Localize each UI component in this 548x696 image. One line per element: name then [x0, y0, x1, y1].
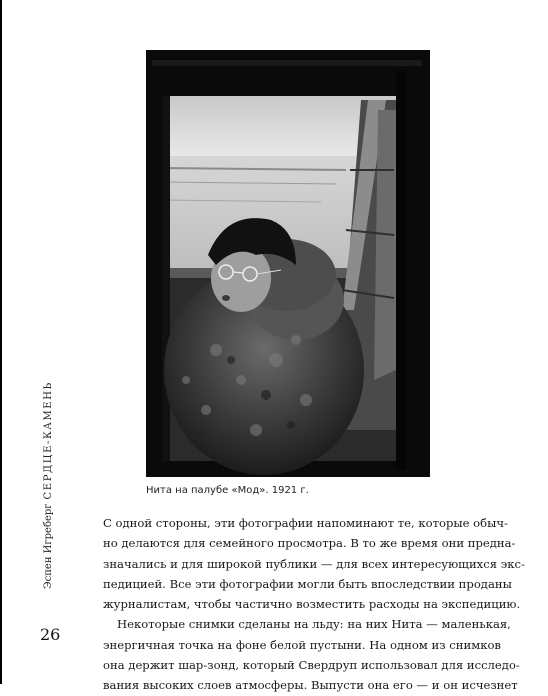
running-head — [43, 381, 54, 589]
text-line: энергичная точка на фоне белой пустыни. На одном из снимков — [103, 637, 501, 652]
body-text — [103, 513, 525, 696]
text-line: вания высоких слоев атмосферы. Выпусти она его — и он исчезнет — [103, 678, 518, 693]
page-edge — [0, 0, 2, 684]
page-number: 26 — [40, 625, 61, 644]
text-line: С одной стороны, эти фотографии напоминают те, которые обыч- — [103, 516, 508, 530]
running-head-title: СЕРДЦЕ-КАМЕНЬ — [43, 381, 54, 500]
figure-caption: Нита на палубе «Мод». 1921 г. — [146, 485, 309, 496]
text-line: значались и для широкой публики — для всех интересующихся экс- — [103, 556, 525, 571]
photo-nita-on-deck — [146, 50, 430, 477]
text-line: педицией. Все эти фотографии могли быть впоследствии проданы — [103, 576, 512, 591]
text-line: Некоторые снимки сделаны на льду: на них Нита — маленькая, — [117, 617, 511, 632]
running-head-author: Эспен Игреберг — [43, 503, 54, 589]
text-line: журналистам, чтобы частично возместить расходы на экспедицию. — [103, 597, 521, 612]
text-line: она держит шар-зонд, который Свердруп использовал для исследо- — [103, 658, 520, 673]
text-line: но делаются для семейного просмотра. В то же время они предна- — [103, 536, 516, 551]
